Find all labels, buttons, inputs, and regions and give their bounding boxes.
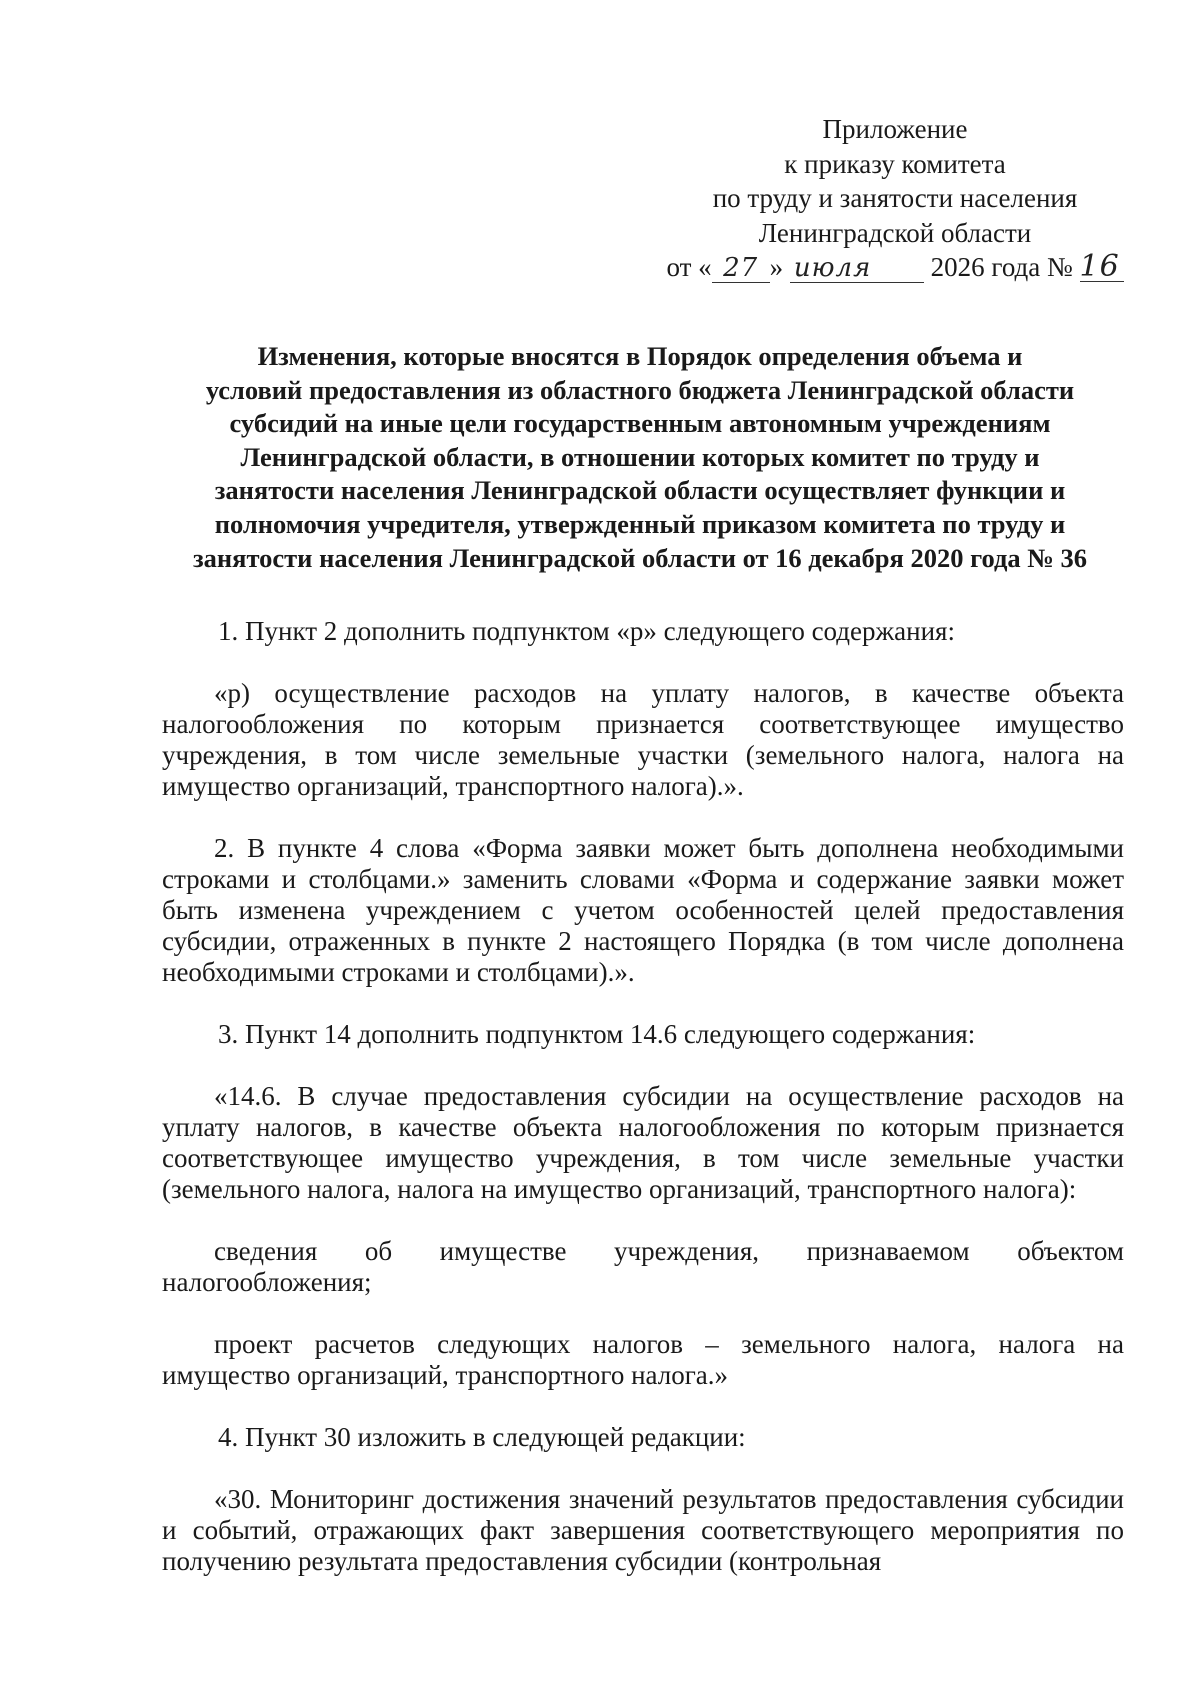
appendix-title: Приложение <box>822 114 968 144</box>
title-line: субсидий на иные цели государственным автономным учреждениям <box>229 408 1051 439</box>
paragraph-item-30: «30. Мониторинг достижения значений результатов предоставления субсидии и событий, отражающих факт завершения соответствующего мероприятия по получению результата предоставления субсидии (контрольная <box>162 1484 1124 1576</box>
title-line: полномочия учредителя, утвержденный приказом комитета по труду и <box>214 508 1066 539</box>
date-year: 2026 года № <box>930 252 1073 282</box>
title-line: занятости населения Ленинградской области от 16 декабря 2020 года № 36 <box>192 542 1088 573</box>
document-title <box>150 340 1130 575</box>
date-quote-close: » <box>769 252 784 282</box>
handwritten-month: июля <box>790 254 924 283</box>
document-body <box>162 616 1124 1577</box>
appendix-region: Ленинградской области <box>758 217 1032 248</box>
paragraph-tax-calculations: проект расчетов следующих налогов – земельного налога, налога на имущество организаций, транспортного налога.» <box>162 1329 1124 1390</box>
appendix-committee: по труду и занятости населения <box>712 183 1078 213</box>
title-line: Ленинградской области, в отношении которых комитет по труду и <box>240 441 1040 472</box>
appendix-date-line <box>660 250 1130 285</box>
appendix-block <box>660 112 1130 285</box>
paragraph-item-2: 2. В пункте 4 слова «Форма заявки может быть дополнена необходимыми строками и столбцами.» заменить словами «Форма и содержание заявки может быть изменена учреждением с учетом особенностей целей предоставления субсидии, отраженных в пункте 2 настоящего Порядка (в том числе дополнена необходимыми строками и столбцами).». <box>162 833 1124 987</box>
paragraph-subpoint-r: «р) осуществление расходов на уплату налогов, в качестве объекта налогообложения по которым признается соответствующее имущество учреждения, в том числе земельные участки (земельного налога, налога на имущество организаций, транспортного налога).». <box>162 678 1124 801</box>
title-line: Изменения, которые вносятся в Порядок определения объема и <box>257 341 1023 371</box>
date-prefix: от « <box>666 252 712 282</box>
paragraph-item-3: 3. Пункт 14 дополнить подпунктом 14.6 следующего содержания: <box>218 1019 976 1049</box>
paragraph-subpoint-14-6: «14.6. В случае предоставления субсидии на осуществление расходов на уплату налогов, в качестве объекта налогообложения по которым признается соответствующее имущество учреждения, в том числе земельные участки (земельного налога, налога на имущество организаций, транспортного налога): <box>162 1081 1124 1204</box>
paragraph-item-4: 4. Пункт 30 изложить в следующей редакции: <box>218 1422 746 1452</box>
title-line: занятости населения Ленинградской области осуществляет функции и <box>214 475 1066 506</box>
appendix-order-ref: к приказу комитета <box>784 148 1006 179</box>
handwritten-day: 27 <box>712 254 770 283</box>
paragraph-item-1: 1. Пункт 2 дополнить подпунктом «р» следующего содержания: <box>218 616 955 646</box>
paragraph-property-info: сведения об имуществе учреждения, признаваемом объектом налогообложения; <box>162 1236 1124 1297</box>
title-line: условий предоставления из областного бюджета Ленинградской области <box>205 374 1075 405</box>
handwritten-order-number: 16 <box>1080 253 1124 282</box>
